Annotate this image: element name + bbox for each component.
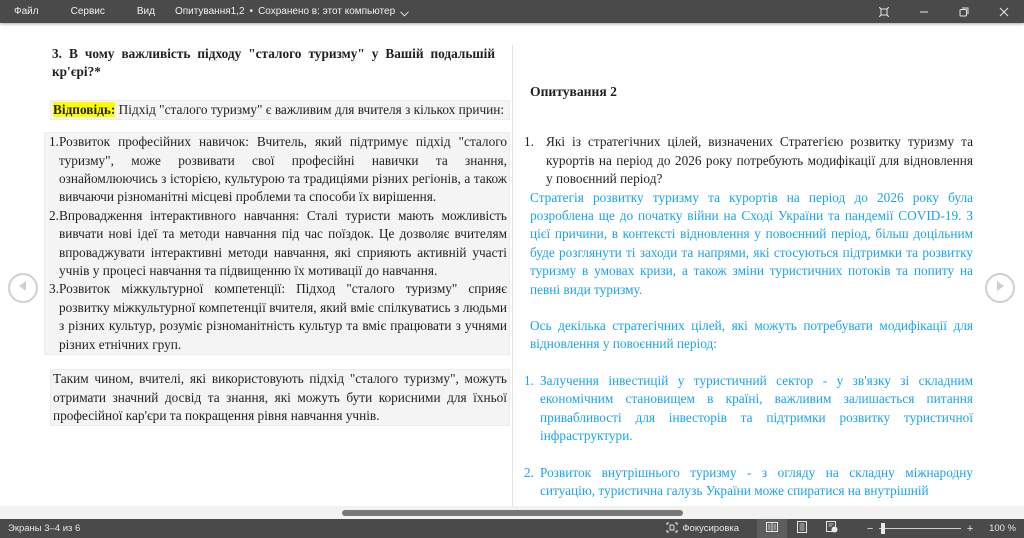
- minimize-icon: [919, 7, 929, 17]
- arrow-right-icon: [995, 279, 1005, 297]
- close-button[interactable]: [984, 0, 1024, 23]
- menu-view[interactable]: Вид: [136, 6, 155, 17]
- answer-paragraph: Стратегія розвитку туризму та курортів на період до 2026 року була розроблена ще до початку війни на Сході України та пандемії COVID-19. З цієї причини, в контексті відновлення у повоєнний період, більш доцільним буде розглянути ті заходи та напрями, які стосуються підтримки та розвитку туризму в умовах кризи, а також зміни туристичних потоків та попиту на певні види туризму.: [530, 189, 973, 297]
- list-text: Впровадження інтерактивного навчання: Сталі туристи мають можливість вивчати нові ідеї та методи навчання під час поїздок. Це дозволяє вчителям впроваджувати інтерактивні методи навчання, які сприяють активній участі учнів у процесі навчання та підвищенню їх мотивації до навчання.: [59, 207, 507, 279]
- zoom-level[interactable]: 100 %: [989, 523, 1016, 534]
- save-status: Сохранено в: этот компьютер: [258, 6, 396, 17]
- page-layout-icon: [797, 521, 807, 536]
- list-item: [45, 133, 507, 207]
- restore-button[interactable]: [944, 0, 984, 23]
- minimize-button[interactable]: [904, 0, 944, 23]
- question-text: Які із стратегічних цілей, визначених Стратегією розвитку туризму та курортів на період до 2026 року потребують модифікації для відновлення у повоєнний період?: [546, 134, 973, 187]
- zoom-out-button[interactable]: −: [866, 522, 874, 535]
- close-icon: [999, 7, 1009, 17]
- document-name: Опитування1,2: [174, 6, 245, 17]
- list-item: [45, 207, 507, 281]
- left-page: [49, 45, 507, 426]
- print-layout-button[interactable]: [787, 519, 817, 538]
- answer-label: Відповідь:: [53, 101, 116, 117]
- goal-number: 1.: [524, 372, 534, 388]
- goal-text: Розвиток внутрішнього туризму - з огляду на складну міжнародну ситуацію, туристична галузь України може спиратися на внутрішній: [540, 464, 973, 498]
- document-view: [0, 23, 1024, 506]
- arrow-left-icon: [18, 279, 28, 297]
- chevron-down-icon: [400, 9, 409, 15]
- goal-text: Залучення інвестицій у туристичний сектор - у зв'язку зі складним економічним становищем в країні, важливим залишається питання привабливості для інвесторів та підтримки розвитку туристичної інфраструктури.: [540, 372, 973, 444]
- menu-tools[interactable]: Сервис: [70, 6, 105, 17]
- goal-item: [524, 464, 973, 501]
- page-counter: Экраны 3–4 из 6: [8, 523, 81, 534]
- horizontal-scrollbar[interactable]: [0, 506, 1024, 519]
- answer-paragraph: [50, 100, 510, 120]
- restore-icon: [959, 7, 969, 17]
- goal-item: [524, 372, 973, 446]
- window-controls: [864, 0, 1024, 23]
- next-page-button[interactable]: [985, 273, 1015, 303]
- right-page: [524, 83, 973, 500]
- conclusion-paragraph: Таким чином, вчителі, які використовують підхід "сталого туризму", можуть отримати значний досвід та знання, які можуть бути корисними для їхньої професійної кар'єри та покращення рівня навчання учнів.: [50, 369, 510, 426]
- page-divider: [512, 45, 513, 506]
- list-number: 3.: [49, 281, 59, 297]
- web-layout-icon: [826, 521, 838, 536]
- list-text: Розвиток міжкультурної компетенції: Підход "сталого туризму" сприяє розвитку міжкультурної компетенції вчителя, який вміє спілкуватись з людьми з різних культур, розуміє різноманітність культур та вміє працювати з учнями різних етнічних груп.: [59, 281, 507, 352]
- zoom-slider-thumb[interactable]: [881, 523, 885, 534]
- read-mode-button[interactable]: [757, 519, 787, 538]
- question-title: 3. В чому важливість підходу "сталого туризму" у Вашій подальшій кр'єрі?*: [52, 46, 495, 80]
- book-icon: [766, 522, 778, 535]
- survey-question: [524, 133, 973, 188]
- web-layout-button[interactable]: [817, 519, 847, 538]
- title-bar: [0, 0, 1024, 23]
- survey-title: Опитування 2: [530, 84, 617, 99]
- status-bar: [0, 519, 1024, 538]
- scrollbar-thumb[interactable]: [342, 510, 683, 516]
- list-number: 2.: [49, 207, 59, 223]
- zoom-control: [865, 523, 975, 535]
- fullscreen-icon: [879, 7, 889, 17]
- answer-text: Підхід "сталого туризму" є важливим для вчителя з кількох причин:: [115, 101, 505, 117]
- list-number: 1.: [49, 134, 59, 150]
- focus-mode-button[interactable]: [666, 522, 739, 536]
- zoom-slider[interactable]: [879, 528, 961, 529]
- menu-file[interactable]: Файл: [14, 6, 39, 17]
- previous-page-button[interactable]: [8, 273, 38, 303]
- question-number: 1.: [524, 134, 534, 150]
- reasons-list: [44, 132, 510, 355]
- document-title-dropdown[interactable]: [175, 6, 409, 17]
- zoom-in-button[interactable]: +: [966, 522, 974, 535]
- list-text: Розвиток професійних навичок: Вчитель, який підтримує підхід "сталого туризму", може розвивати свої професійні навички та знання, ознайомлюючись з історією, культурою та традиціями різних регіонів, а також вивчаючи різноманітні місцеві проблеми та способи їх вирішення.: [59, 134, 507, 205]
- goal-number: 2.: [524, 464, 534, 480]
- title-separator: •: [249, 6, 254, 17]
- goals-intro: Ось декілька стратегічних цілей, які можуть потребувати модифікації для відновлення у повоєнний період:: [530, 318, 973, 352]
- focus-label: Фокусировка: [682, 523, 740, 534]
- list-item: [45, 280, 507, 354]
- fullscreen-button[interactable]: [864, 0, 904, 23]
- focus-icon: [666, 522, 682, 536]
